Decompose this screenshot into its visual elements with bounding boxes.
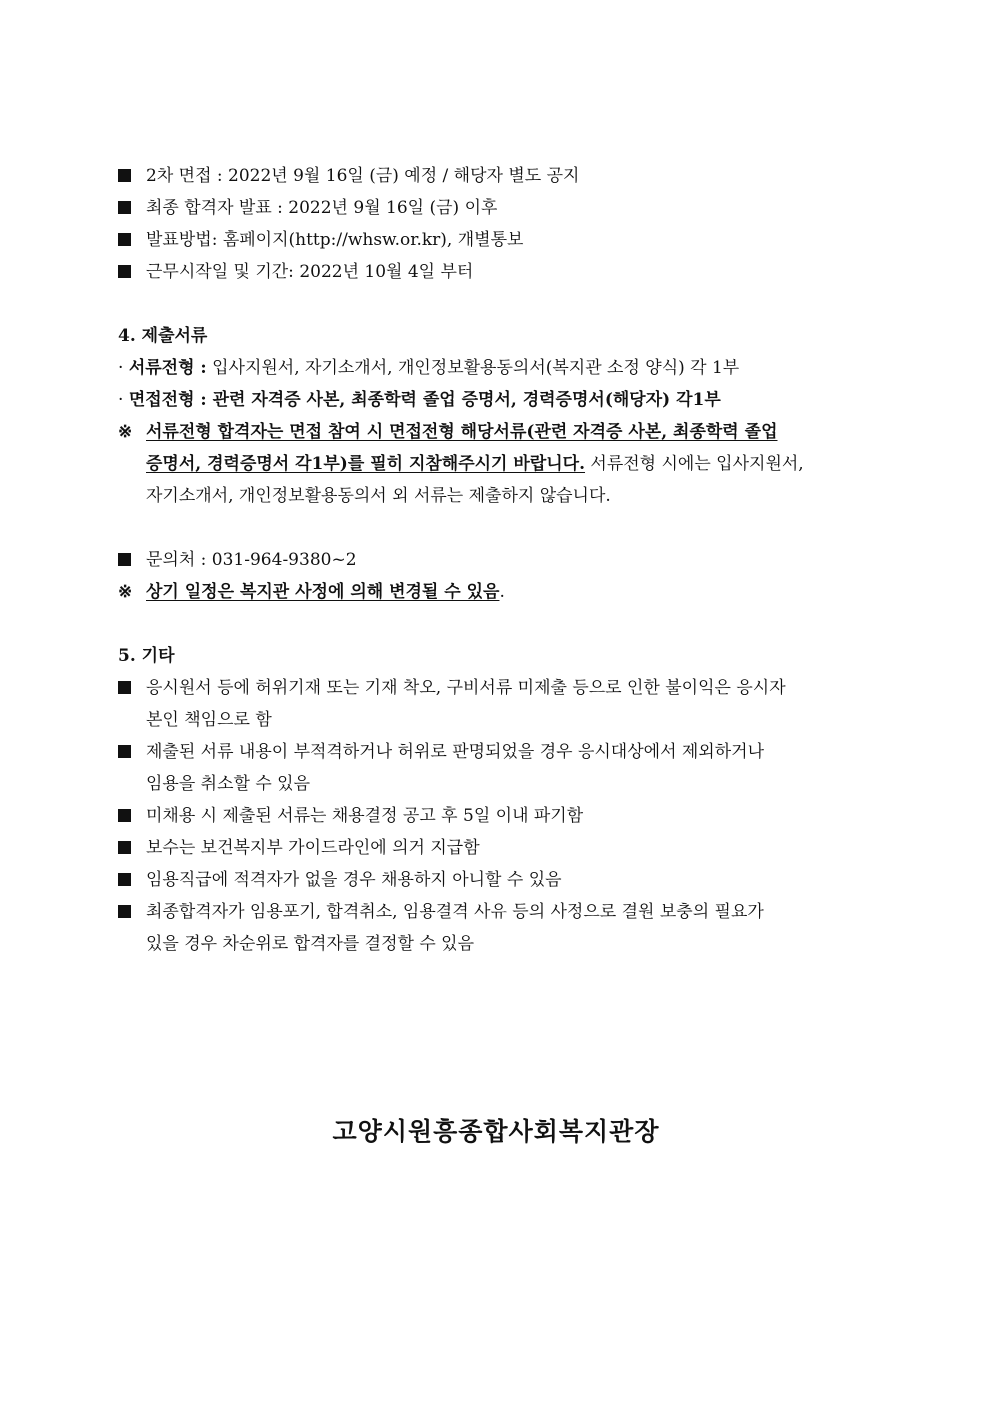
other-item: [118, 740, 764, 764]
reference-mark-icon: ※: [118, 422, 133, 442]
schedule-text: 최종 합격자 발표 : 2022년 9월 16일 (금) 이후: [146, 198, 498, 218]
square-bullet-icon: [118, 233, 131, 246]
schedule-item: [118, 228, 523, 252]
square-bullet-icon: [118, 553, 131, 566]
square-bullet-icon: [118, 201, 131, 214]
section-4-title: 4. 제출서류: [118, 326, 208, 346]
note-underlined-2: 증명서, 경력증명서 각1부)를 필히 지참해주시기 바랍니다.: [146, 454, 586, 474]
other-item-text: 최종합격자가 임용포기, 합격취소, 임용결격 사유 등의 사정으로 결원 보충의 필요가: [146, 902, 764, 922]
note-line-1: [118, 420, 778, 444]
other-item-text: 응시원서 등에 허위기재 또는 기재 착오, 구비서류 미제출 등으로 인한 불이익은 응시자: [146, 678, 786, 698]
doc-stage-label: 서류전형 :: [128, 358, 207, 378]
square-bullet-icon: [118, 809, 131, 822]
doc-stage-line: [118, 356, 739, 380]
notice-tail: .: [499, 582, 505, 602]
section-5-title: 5. 기타: [118, 646, 175, 666]
schedule-text: 2차 면접 : 2022년 9월 16일 (금) 예정 / 해당자 별도 공지: [146, 166, 580, 186]
reference-mark-icon: ※: [118, 582, 133, 602]
contact-line: [118, 548, 357, 572]
interview-stage-label: 면접전형 : 관련 자격증 사본, 최종학력 졸업 증명서, 경력증명서(해당자) 각1부: [128, 390, 721, 410]
note-rest-2: 서류전형 시에는 입사지원서,: [585, 454, 804, 474]
other-item-text: 임용직급에 적격자가 없을 경우 채용하지 아니할 수 있음: [146, 870, 562, 890]
square-bullet-icon: [118, 905, 131, 918]
organization-name: 고양시원흥종합사회복지관장: [332, 1117, 660, 1146]
notice-line: [118, 580, 505, 604]
note-underlined-1: 서류전형 합격자는 면접 참여 시 면접전형 해당서류(관련 자격증 사본, 최종학력 졸업: [146, 422, 778, 442]
interview-stage-line: [118, 388, 721, 412]
other-item: [118, 836, 480, 860]
other-item-text: 보수는 보건복지부 가이드라인에 의거 지급함: [146, 838, 480, 858]
square-bullet-icon: [118, 873, 131, 886]
square-bullet-icon: [118, 841, 131, 854]
schedule-text: 근무시작일 및 기간: 2022년 10월 4일 부터: [146, 262, 474, 282]
other-item-text: 미채용 시 제출된 서류는 채용결정 공고 후 5일 이내 파기함: [146, 806, 584, 826]
square-bullet-icon: [118, 681, 131, 694]
other-item-continuation: 있을 경우 차순위로 합격자를 결정할 수 있음: [146, 934, 475, 954]
doc-stage-text: 입사지원서, 자기소개서, 개인정보활용동의서(복지관 소정 양식) 각 1부: [206, 358, 740, 378]
schedule-item: [118, 260, 473, 284]
note-line-3: 자기소개서, 개인정보활용동의서 외 서류는 제출하지 않습니다.: [146, 486, 611, 506]
other-item-continuation: 본인 책임으로 함: [146, 710, 272, 730]
other-item: [118, 868, 562, 892]
square-bullet-icon: [118, 745, 131, 758]
other-item: [118, 676, 786, 700]
other-item: [118, 804, 583, 828]
contact-text: 문의처 : 031-964-9380~2: [146, 550, 357, 570]
other-item-continuation: 임용을 취소할 수 있음: [146, 774, 311, 794]
schedule-item: [118, 164, 579, 188]
notice-underlined: 상기 일정은 복지관 사정에 의해 변경될 수 있음: [146, 582, 500, 602]
note-line-2: [146, 452, 804, 476]
bullet-dot: ·: [118, 358, 124, 378]
schedule-text: 발표방법: 홈페이지(http://whsw.or.kr), 개별통보: [146, 230, 524, 250]
other-item: [118, 900, 764, 924]
schedule-item: [118, 196, 497, 220]
other-item-text: 제출된 서류 내용이 부적격하거나 허위로 판명되었을 경우 응시대상에서 제외하거나: [146, 742, 764, 762]
square-bullet-icon: [118, 265, 131, 278]
bullet-dot: ·: [118, 390, 124, 410]
square-bullet-icon: [118, 169, 131, 182]
